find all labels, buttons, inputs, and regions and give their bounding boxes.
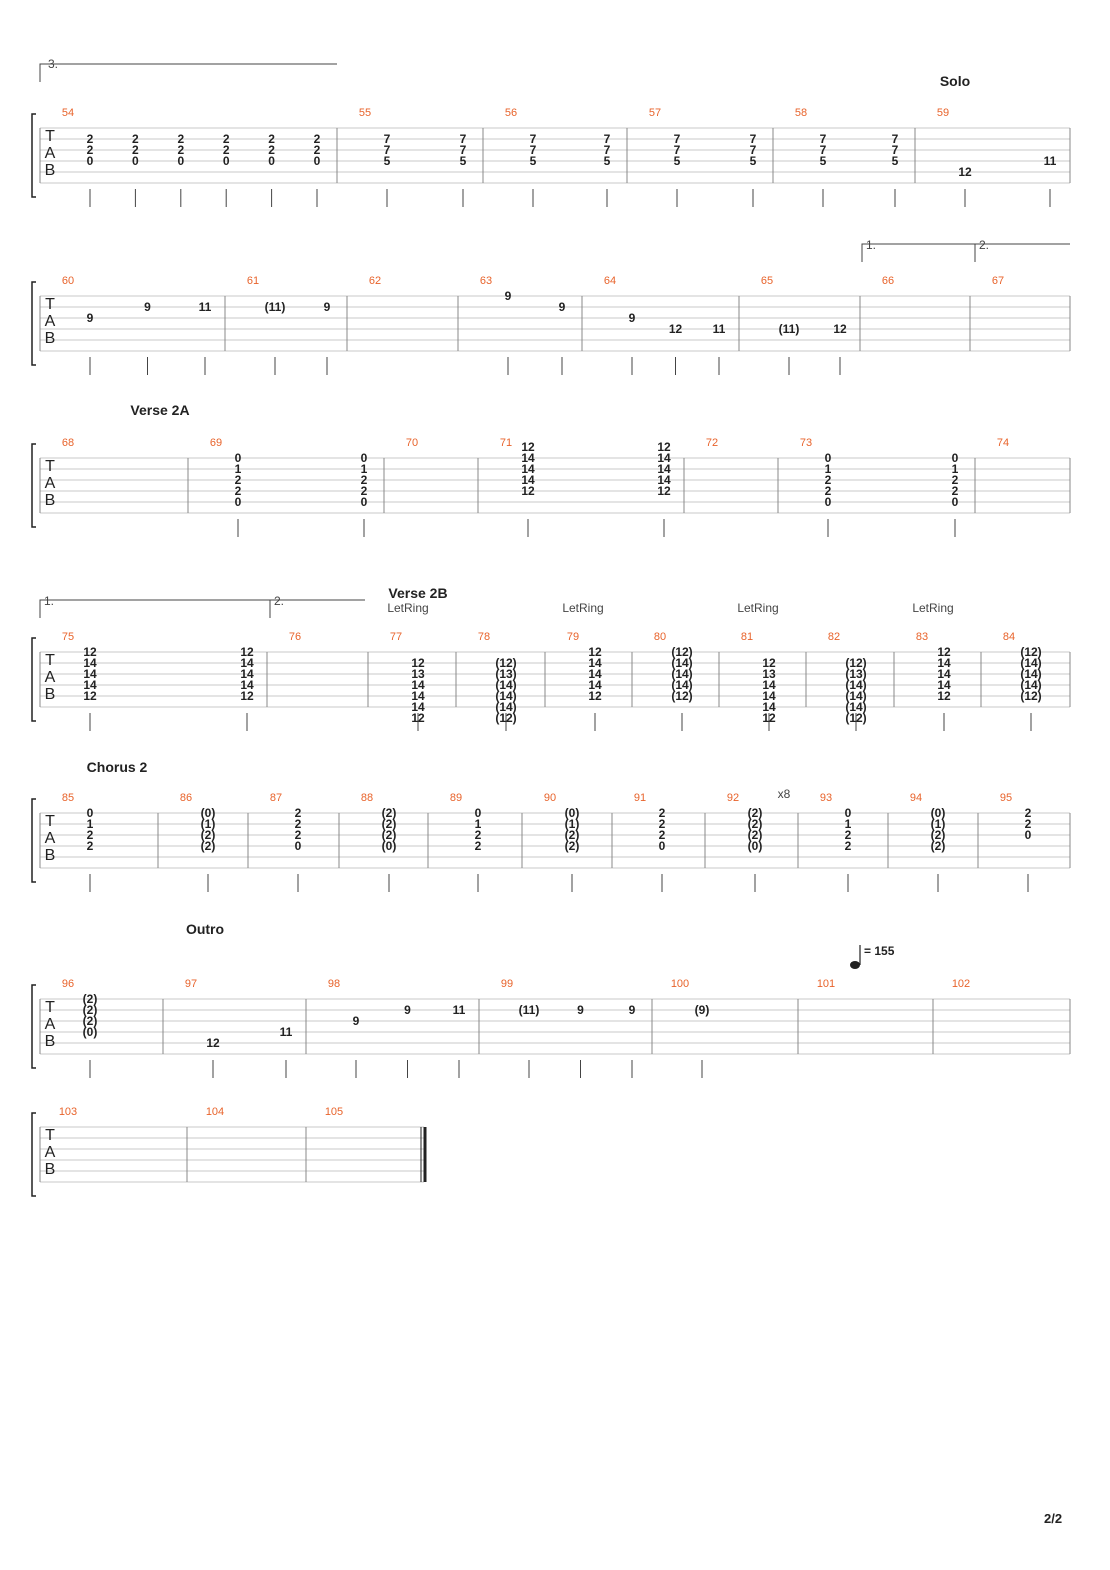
section-label: Outro [185,921,225,937]
fret-number: 14 [521,473,535,487]
fret-number: (0) [930,806,946,820]
fret-number: (11) [778,322,800,336]
bar-number: 89 [449,792,463,804]
fret-number: 2 [132,132,139,146]
fret-number: (14) [845,700,867,714]
fret-number: (1) [200,817,216,831]
fret-number: 1 [844,817,852,831]
bar-number: 92 [726,792,740,804]
fret-number: (12) [845,656,867,670]
tab-clef-letter: T [45,296,55,313]
tab-clef-letter: T [45,458,55,475]
bar-number: 72 [705,437,719,449]
fret-number: 12 [521,484,535,498]
fret-number: 2 [844,828,852,842]
fret-number: 2 [177,132,185,146]
fret-number: 2 [234,484,242,498]
fret-number: (12) [495,656,517,670]
bar-number: 75 [61,631,75,643]
fret-number: 9 [144,300,151,314]
fret-number: 13 [411,667,425,681]
fret-number: 11 [712,322,726,336]
bar-number: 69 [209,437,223,449]
fret-number: 7 [529,132,537,146]
fret-number: (14) [845,689,867,703]
fret-number: 14 [83,667,97,681]
bar-number: 91 [633,792,647,804]
fret-number: 0 [951,451,959,465]
fret-number: (12) [671,645,693,659]
fret-number: 0 [313,154,321,168]
fret-number: 1 [824,462,832,476]
tab-clef-letter: T [45,813,55,830]
tab-clef-letter: B [44,330,56,347]
bar-number: 64 [603,275,617,287]
volta-label: 1. [44,594,55,608]
fret-number: 12 [937,689,951,703]
fret-number: 2 [1024,817,1032,831]
fret-number: (2) [747,806,763,820]
bar-number: 60 [61,275,75,287]
fret-number: (0) [381,839,397,853]
section-label: Solo [939,73,971,89]
fret-number: (2) [82,1014,98,1028]
bar-number: 61 [246,275,260,287]
fret-number: 5 [819,154,827,168]
fret-number: 12 [240,645,254,659]
fret-number: 12 [762,711,776,725]
bar-number: 83 [915,631,929,643]
fret-number: 14 [83,656,97,670]
let-ring-label: LetRing [562,601,604,615]
tab-clef-letter: A [44,475,56,492]
fret-number: 0 [824,495,832,509]
let-ring-label: LetRing [387,601,429,615]
tab-clef-letter: T [45,999,55,1016]
fret-number: (14) [671,656,693,670]
fret-number: 9 [86,311,94,325]
fret-number: (11) [264,300,286,314]
bar-number: 99 [500,978,514,990]
fret-number: 11 [1043,154,1057,168]
bar-number: 102 [951,978,971,990]
tab-clef-letter: T [45,1127,55,1144]
fret-number: 12 [937,645,951,659]
fret-number: 7 [529,143,537,157]
tab-clef-letter: A [44,313,56,330]
volta-label: 1. [866,238,877,252]
fret-number: 2 [313,132,321,146]
system-bracket [32,114,36,197]
fret-number: (12) [1020,689,1042,703]
fret-number: (2) [381,828,397,842]
fret-number: 14 [411,689,425,703]
fret-number: 14 [762,700,776,714]
fret-number: (2) [930,828,946,842]
fret-number: (12) [1020,645,1042,659]
fret-number: 0 [844,806,852,820]
fret-number: (1) [930,817,946,831]
fret-number: 2 [658,817,666,831]
fret-number: 2 [1024,806,1032,820]
bar-number: 73 [799,437,813,449]
fret-number: 14 [411,700,425,714]
fret-number: 9 [628,311,636,325]
fret-number: (14) [495,689,517,703]
fret-number: 14 [521,451,535,465]
fret-number: 2 [824,473,832,487]
tab-clef-letter: T [45,652,55,669]
fret-number: 0 [132,154,139,168]
fret-number: 11 [452,1003,466,1017]
fret-number: 2 [824,484,832,498]
fret-number: 12 [668,322,683,336]
fret-number: (2) [200,839,216,853]
bar-number: 67 [991,275,1005,287]
bar-number: 66 [881,275,895,287]
bar-number: 103 [58,1106,78,1118]
fret-number: 2 [294,817,302,831]
fret-number: 9 [404,1003,411,1017]
fret-number: 2 [844,839,852,853]
system-bracket [32,282,36,365]
bar-number: 87 [269,792,283,804]
fret-number: 9 [558,300,566,314]
fret-number: 2 [86,143,94,157]
fret-number: 2 [951,484,959,498]
fret-number: 12 [588,689,602,703]
fret-number: (2) [564,828,580,842]
fret-number: (0) [82,1025,98,1039]
fret-number: 12 [521,440,535,454]
fret-number: 0 [1024,828,1032,842]
tab-clef-letter: B [44,492,56,509]
fret-number: (14) [671,678,693,692]
fret-number: (11) [518,1003,540,1017]
fret-number: 7 [603,132,611,146]
tab-clef-letter: A [44,669,56,686]
system-bracket [32,799,36,882]
fret-number: 2 [86,132,94,146]
fret-number: 7 [603,143,611,157]
fret-number: 1 [951,462,959,476]
let-ring-label: LetRing [912,601,954,615]
bar-number: 54 [61,107,75,119]
fret-number: 14 [588,667,602,681]
bar-number: 55 [358,107,372,119]
volta-bracket [40,64,337,82]
fret-number: (12) [671,689,693,703]
bar-number: 95 [999,792,1013,804]
fret-number: 13 [762,667,776,681]
fret-number: (2) [747,828,763,842]
bar-number: 94 [909,792,923,804]
fret-number: 14 [937,678,951,692]
bar-number: 88 [360,792,374,804]
bar-number: 57 [648,107,662,119]
fret-number: 14 [411,678,425,692]
fret-number: 0 [177,154,185,168]
fret-number: 14 [521,462,535,476]
system-bracket [32,1113,36,1196]
tab-clef-letter: B [44,686,56,703]
fret-number: 2 [294,806,302,820]
bar-number: 78 [477,631,491,643]
repeat-count: x8 [777,787,791,801]
bar-number: 81 [740,631,754,643]
bar-number: 101 [816,978,836,990]
tab-clef-letter: T [45,128,55,145]
fret-number: 0 [294,839,302,853]
fret-number: (2) [381,817,397,831]
fret-number: 2 [268,143,275,157]
fret-number: 2 [313,143,321,157]
fret-number: 2 [294,828,302,842]
bar-number: 56 [504,107,518,119]
fret-number: 0 [360,451,368,465]
fret-number: 12 [588,645,602,659]
bar-number: 70 [405,437,419,449]
fret-number: (9) [694,1003,710,1017]
fret-number: 0 [951,495,959,509]
fret-number: (14) [1020,667,1042,681]
fret-number: (1) [564,817,580,831]
fret-number: 0 [824,451,832,465]
fret-number: 2 [951,473,959,487]
bar-number: 80 [653,631,667,643]
fret-number: 12 [411,656,425,670]
tab-clef-letter: B [44,1161,56,1178]
tab-clef-letter: B [44,162,56,179]
fret-number: 2 [474,828,482,842]
fret-number: 14 [83,678,97,692]
bar-number: 74 [996,437,1010,449]
fret-number: 14 [762,678,776,692]
fret-number: 9 [628,1003,636,1017]
fret-number: 14 [762,689,776,703]
bar-number: 100 [670,978,690,990]
fret-number: (2) [200,828,216,842]
tempo-value: = 155 [864,944,895,958]
fret-number: 12 [657,440,671,454]
fret-number: (12) [845,711,867,725]
section-label: Verse 2B [388,585,448,601]
fret-number: 2 [177,143,185,157]
fret-number: 2 [658,828,666,842]
fret-number: 14 [657,451,671,465]
fret-number: 14 [937,656,951,670]
fret-number: (2) [564,839,580,853]
fret-number: (12) [495,711,517,725]
fret-number: 7 [819,132,827,146]
bar-number: 68 [61,437,75,449]
fret-number: 7 [749,132,757,146]
bar-number: 63 [479,275,493,287]
bar-number: 62 [368,275,382,287]
fret-number: 5 [891,154,899,168]
section-label: Chorus 2 [86,759,148,775]
fret-number: 2 [234,473,242,487]
bar-number: 90 [543,792,557,804]
quarter-note-icon [850,961,860,969]
fret-number: 7 [383,143,391,157]
fret-number: 12 [657,484,671,498]
fret-number: 7 [383,132,391,146]
system-bracket [32,985,36,1068]
bar-number: 98 [327,978,341,990]
fret-number: 0 [268,154,275,168]
fret-number: 12 [411,711,425,725]
fret-number: 12 [83,645,97,659]
bar-number: 71 [499,437,513,449]
bar-number: 65 [760,275,774,287]
fret-number: 5 [749,154,757,168]
fret-number: (2) [82,992,98,1006]
fret-number: 2 [474,839,482,853]
staff-lines-layer [32,64,1070,1196]
fret-number: 7 [673,132,681,146]
fret-number: 1 [360,462,368,476]
fret-number: 1 [86,817,94,831]
tab-clef-letter: A [44,830,56,847]
tab-clef-letter: A [44,1144,56,1161]
bar-number: 76 [288,631,302,643]
bar-number: 58 [794,107,808,119]
volta-label: 3. [48,57,59,71]
system-bracket [32,444,36,527]
fret-number: 14 [657,462,671,476]
fret-number: 14 [937,667,951,681]
fret-number: 0 [360,495,368,509]
bar-number: 59 [936,107,950,119]
fret-number: 0 [234,451,242,465]
fret-number: 9 [352,1014,360,1028]
fret-number: 2 [360,484,368,498]
fret-number: 9 [577,1003,584,1017]
fret-number: 14 [240,667,254,681]
fret-number: 11 [279,1025,293,1039]
fret-number: 14 [240,678,254,692]
fret-number: (0) [747,839,763,853]
fret-number: (2) [747,817,763,831]
fret-number: 0 [658,839,666,853]
bar-number: 96 [61,978,75,990]
bar-number: 84 [1002,631,1016,643]
fret-number: 0 [234,495,242,509]
tab-clef-letter: B [44,1033,56,1050]
fret-number: 12 [762,656,776,670]
fret-number: 12 [833,322,847,336]
fret-number: (0) [564,806,580,820]
volta-label: 2. [274,594,285,608]
page-number: 2/2 [1044,1511,1063,1526]
bar-number: 85 [61,792,75,804]
fret-number: 2 [222,132,230,146]
fret-number: 7 [891,143,899,157]
bar-number: 93 [819,792,833,804]
bar-number: 82 [827,631,841,643]
fret-number: 2 [222,143,230,157]
fret-number: 12 [206,1036,220,1050]
fret-number: (14) [1020,678,1042,692]
let-ring-label: LetRing [737,601,779,615]
fret-number: 7 [459,132,467,146]
fret-number: 2 [132,143,139,157]
fret-number: 2 [86,828,94,842]
bar-number: 97 [184,978,198,990]
fret-number: 0 [222,154,230,168]
fret-number: 0 [474,806,482,820]
tab-clef-letter: A [44,1016,56,1033]
bar-number: 86 [179,792,193,804]
fret-number: 7 [673,143,681,157]
fret-number: 7 [459,143,467,157]
bar-number: 79 [566,631,580,643]
bar-number: 105 [324,1106,344,1118]
fret-number: (14) [495,678,517,692]
tab-clef-letter: B [44,847,56,864]
fret-number: 7 [891,132,899,146]
fret-number: 2 [86,839,94,853]
fret-number: (13) [495,667,517,681]
fret-number: (2) [381,806,397,820]
fret-number: 2 [268,132,275,146]
fret-number: (14) [845,678,867,692]
bar-number: 104 [205,1106,225,1118]
fret-number: (0) [200,806,216,820]
fret-number: 14 [588,656,602,670]
fret-number: 9 [323,300,331,314]
fret-number: 12 [958,165,972,179]
fret-number: 5 [459,154,467,168]
section-label: Verse 2A [130,402,190,418]
volta-bracket [40,600,365,618]
system-bracket [32,638,36,721]
fret-number: 9 [504,289,512,303]
fret-number: 1 [234,462,242,476]
fret-number: 14 [240,656,254,670]
fret-number: 11 [198,300,212,314]
fret-number: 5 [529,154,537,168]
fret-number: 7 [749,143,757,157]
tab-clef-letter: A [44,145,56,162]
fret-number: (14) [1020,656,1042,670]
fret-number: 14 [657,473,671,487]
fret-number: (14) [671,667,693,681]
fret-number: 5 [603,154,611,168]
fret-number: 2 [360,473,368,487]
fret-number: 5 [673,154,681,168]
fret-number: 0 [86,806,94,820]
fret-number: (14) [495,700,517,714]
fret-number: (2) [930,839,946,853]
bar-number: 77 [389,631,403,643]
fret-number: 12 [240,689,254,703]
fret-number: 2 [658,806,666,820]
fret-number: 1 [474,817,482,831]
fret-number: 0 [86,154,94,168]
volta-bracket [862,244,1070,262]
fret-number: (2) [82,1003,98,1017]
fret-number: 5 [383,154,391,168]
fret-number: (13) [845,667,867,681]
volta-label: 2. [979,238,990,252]
fret-number: 12 [83,689,97,703]
fret-number: 7 [819,143,827,157]
fret-number: 14 [588,678,602,692]
